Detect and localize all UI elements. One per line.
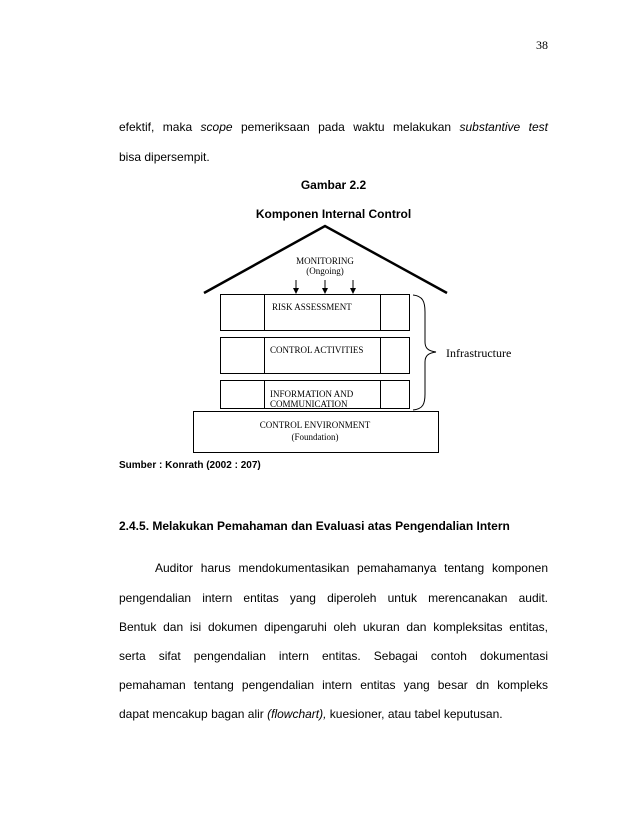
intro-word: efektif, xyxy=(119,120,155,134)
intro-word: melakukan xyxy=(393,120,452,134)
body-text-italic: (flowchart), xyxy=(267,707,327,721)
risk-assessment-box xyxy=(221,295,410,331)
body-line: Auditor harus mendokumentasikan pemahamanya tentang komponen xyxy=(155,561,548,575)
risk-assessment-label: RISK ASSESSMENT xyxy=(272,302,352,312)
information-label-line-2: COMMUNICATION xyxy=(270,399,348,409)
intro-word-italic: scope xyxy=(200,120,233,134)
body-line: pemahaman tentang pengendalian intern entitas yang besar dn kompleks xyxy=(119,678,548,692)
body-text: dapat mencakup bagan alir xyxy=(119,707,268,721)
control-environment-sublabel: (Foundation) xyxy=(291,432,339,442)
body-line: serta sifat pengendalian intern entitas. Sebagai contoh dokumentasi xyxy=(119,649,548,663)
control-activities-box xyxy=(221,338,410,374)
information-communication-box xyxy=(221,381,410,410)
intro-line-2: bisa dipersempit. xyxy=(119,150,210,164)
monitoring-arrows xyxy=(293,280,356,294)
body-text: kuesioner, atau tabel keputusan. xyxy=(326,707,503,721)
control-environment-box xyxy=(194,412,439,453)
figure-label: Gambar 2.2 xyxy=(300,178,367,192)
figure-title: Komponen Internal Control xyxy=(255,207,412,221)
section-heading: 2.4.5. Melakukan Pemahaman dan Evaluasi atas Pengendalian Intern xyxy=(119,519,510,533)
intro-word: pada xyxy=(318,120,345,134)
monitoring-label: MONITORING xyxy=(296,256,354,266)
body-line: Bentuk dan isi dokumen dipengaruhi oleh ukuran dan kompleksitas entitas, xyxy=(119,620,548,634)
information-label-line-1: INFORMATION AND xyxy=(270,389,354,399)
body-line-last xyxy=(119,707,548,721)
control-activities-label: CONTROL ACTIVITIES xyxy=(270,345,364,355)
intro-word: waktu xyxy=(353,120,385,134)
control-environment-label: CONTROL ENVIRONMENT xyxy=(259,420,371,430)
intro-word-italic: substantive test xyxy=(459,120,548,134)
arrow-head xyxy=(322,288,328,294)
body-line: pengendalian intern entitas yang diperoleh untuk merencanakan audit. xyxy=(119,591,548,605)
figure-source: Sumber : Konrath (2002 : 207) xyxy=(119,460,261,471)
monitoring-sublabel: (Ongoing) xyxy=(306,266,344,276)
page-number: 38 xyxy=(536,38,548,52)
intro-word: pemeriksaan xyxy=(241,120,310,134)
arrow-head xyxy=(350,288,356,294)
infrastructure-brace xyxy=(413,295,436,410)
arrow-head xyxy=(293,288,299,294)
infrastructure-label: Infrastructure xyxy=(446,346,512,360)
intro-word: maka xyxy=(162,120,193,134)
